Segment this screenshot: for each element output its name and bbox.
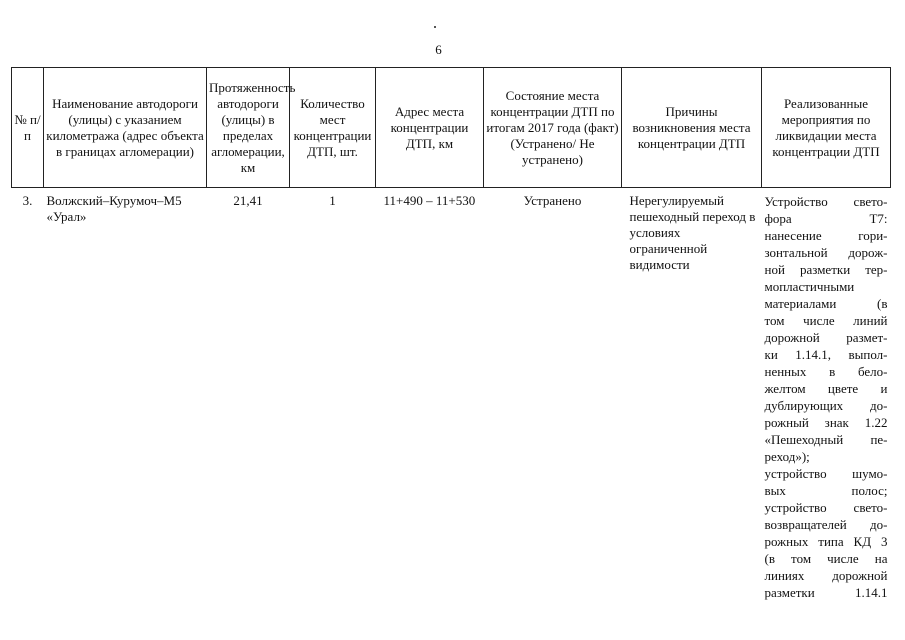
- table-header-row: [12, 68, 891, 188]
- cell-address: 11+490 – 11+530: [383, 193, 476, 208]
- table-row: [12, 188, 891, 602]
- measures-line: нанесение гори-: [764, 228, 888, 243]
- header-count: Количество мест концентрации ДТП, шт.: [290, 68, 376, 188]
- measures-line: вых полос;: [764, 483, 888, 498]
- measures-line: мопластичными: [764, 279, 855, 294]
- cell-num: 3.: [22, 193, 33, 208]
- measures-line: зонтальной дорож-: [764, 245, 888, 260]
- measures-line: возвращателей до-: [764, 517, 888, 532]
- cell-measures: [762, 188, 891, 602]
- measures-line: дублирующих до-: [764, 398, 888, 413]
- page-number: 6: [435, 42, 442, 57]
- cell-count: 1: [329, 193, 336, 208]
- cell-road: Волжский–Курумоч–М5 «Урал»: [46, 193, 182, 224]
- header-state: Состояние места концентрации ДТП по итогам 2017 года (факт) (Устранено/ Не устранено): [484, 68, 622, 188]
- accident-sites-table: [11, 67, 891, 601]
- header-address: Адрес места концентрации ДТП, км: [376, 68, 484, 188]
- header-measures: Реализованные мероприятия по ликвидации места концентрации ДТП: [762, 68, 891, 188]
- measures-line: дорожной размет-: [764, 330, 888, 345]
- header-road-name: Наименование автодороги (улицы) с указанием километража (адрес объекта в границах агломерации): [44, 68, 207, 188]
- cell-cause: Нерегулируемый пешеходный переход в условиях ограниченной видимости: [629, 193, 756, 272]
- measures-line: линиях дорожной: [764, 568, 888, 583]
- measures-line: (в том числе на: [764, 551, 888, 566]
- scan-speck: [434, 26, 436, 28]
- measures-line: желтом цвете и: [764, 381, 888, 396]
- measures-line: материалами (в: [764, 296, 888, 311]
- measures-line: устройство шумо-: [764, 466, 888, 481]
- measures-line: разметки 1.14.1: [764, 585, 888, 600]
- measures-line: фора Т7:: [764, 211, 888, 226]
- header-cause: Причины возникновения места концентрации ДТП: [622, 68, 762, 188]
- measures-line: рожный знак 1.22: [764, 415, 888, 430]
- measures-line: том числе линий: [764, 313, 888, 328]
- header-num: № п/п: [12, 68, 44, 188]
- measures-line: ненных в бело-: [764, 364, 888, 379]
- measures-line: Устройство свето-: [764, 194, 888, 209]
- cell-state: Устранено: [523, 193, 582, 208]
- measures-line: ки 1.14.1, выпол-: [764, 347, 888, 362]
- header-length: Протяженность автодороги (улицы) в пределах агломерации, км: [207, 68, 290, 188]
- measures-line: ной разметки тер-: [764, 262, 888, 277]
- measures-line: реход»);: [764, 449, 810, 464]
- cell-length: 21,41: [233, 193, 263, 208]
- measures-line: рожных типа КД 3: [764, 534, 888, 549]
- measures-line: «Пешеходный пе-: [764, 432, 888, 447]
- measures-line: устройство свето-: [764, 500, 888, 515]
